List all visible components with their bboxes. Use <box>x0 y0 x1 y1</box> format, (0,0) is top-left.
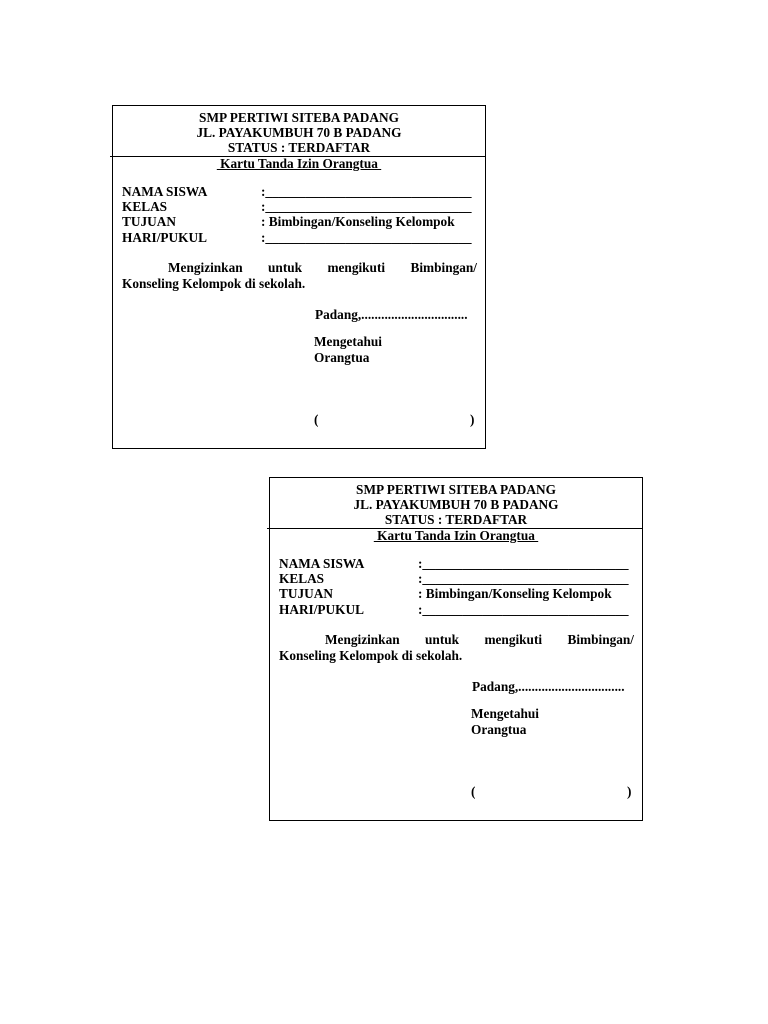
permission-card-1 <box>112 105 486 449</box>
signature-paren-close: ) <box>627 784 632 799</box>
field-value-kelas: :_______________________________ <box>261 199 472 214</box>
field-label-nama-siswa: NAMA SISWA <box>279 556 365 571</box>
field-value-nama-siswa: :_______________________________ <box>261 184 472 199</box>
acknowledge-label: Mengetahui <box>471 706 539 721</box>
field-value-hari-pukul: :_______________________________ <box>261 230 472 245</box>
school-status: STATUS : TERDAFTAR <box>227 140 371 155</box>
field-label-hari-pukul: HARI/PUKUL <box>122 230 207 245</box>
acknowledge-label: Mengetahui <box>314 334 382 349</box>
statement-line-1: Mengizinkan untuk mengikuti Bimbingan/ <box>168 260 477 275</box>
field-label-kelas: KELAS <box>122 199 168 214</box>
statement-line-2: Konseling Kelompok di sekolah. <box>279 648 463 663</box>
field-value-tujuan: : Bimbingan/Konseling Kelompok <box>261 214 455 229</box>
permission-statement <box>279 632 634 663</box>
city-date: Padang,................................ <box>472 679 625 694</box>
school-name: SMP PERTIWI SITEBA PADANG <box>199 110 399 125</box>
signature-paren-close: ) <box>470 412 475 427</box>
statement-line-2: Konseling Kelompok di sekolah. <box>122 276 306 291</box>
field-label-tujuan: TUJUAN <box>279 586 333 601</box>
signature-paren-open: ( <box>314 412 319 427</box>
school-status: STATUS : TERDAFTAR <box>384 512 528 527</box>
school-name: SMP PERTIWI SITEBA PADANG <box>356 482 556 497</box>
signer-label: Orangtua <box>471 722 527 737</box>
field-label-nama-siswa: NAMA SISWA <box>122 184 208 199</box>
field-value-nama-siswa: :_______________________________ <box>418 556 629 571</box>
field-label-tujuan: TUJUAN <box>122 214 176 229</box>
school-address: JL. PAYAKUMBUH 70 B PADANG <box>196 125 402 140</box>
city-date: Padang,................................ <box>315 307 468 322</box>
field-label-kelas: KELAS <box>279 571 325 586</box>
permission-statement <box>122 260 477 291</box>
permission-card-2 <box>269 477 643 821</box>
field-value-tujuan: : Bimbingan/Konseling Kelompok <box>418 586 612 601</box>
field-value-kelas: :_______________________________ <box>418 571 629 586</box>
statement-line-1: Mengizinkan untuk mengikuti Bimbingan/ <box>325 632 634 647</box>
school-address: JL. PAYAKUMBUH 70 B PADANG <box>353 497 559 512</box>
field-label-hari-pukul: HARI/PUKUL <box>279 602 364 617</box>
field-value-hari-pukul: :_______________________________ <box>418 602 629 617</box>
card-title: Kartu Tanda Izin Orangtua <box>216 156 382 171</box>
card-title: Kartu Tanda Izin Orangtua <box>373 528 539 543</box>
signer-label: Orangtua <box>314 350 370 365</box>
signature-paren-open: ( <box>471 784 476 799</box>
